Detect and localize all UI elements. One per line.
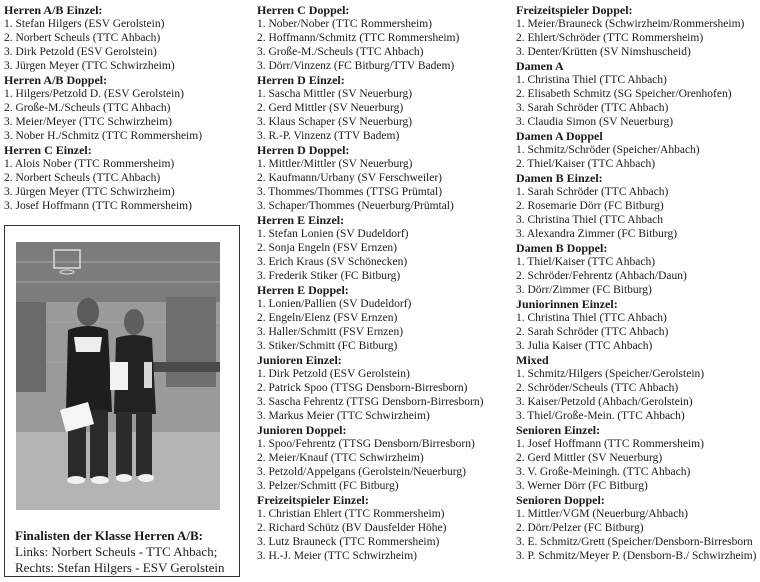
section-heading: Herren D Einzel: bbox=[257, 73, 345, 87]
result-entry: 3. Lutz Brauneck (TTC Rommersheim) bbox=[257, 536, 440, 548]
section-heading: Herren A/B Einzel: bbox=[4, 3, 103, 17]
result-entry: 3. Nober H./Schmitz (TTC Rommersheim) bbox=[4, 130, 203, 142]
section-heading: Junioren Einzel: bbox=[257, 353, 342, 367]
section-heading: Herren C Einzel: bbox=[4, 143, 92, 157]
finalists-photo-illustration bbox=[16, 242, 220, 510]
result-entry: 3. Dörr/Zimmer (FC Bitburg) bbox=[516, 284, 652, 296]
section-heading: Damen B Einzel: bbox=[516, 171, 603, 185]
result-entry: 1. Christian Ehlert (TTC Rommersheim) bbox=[257, 508, 445, 520]
result-entry: 3. Meier/Meyer (TTC Schwirzheim) bbox=[4, 116, 172, 128]
result-entry: 3. Claudia Simon (SV Neuerburg) bbox=[516, 116, 674, 128]
result-entry: 3. Stiker/Schmitt (FC Bitburg) bbox=[257, 340, 398, 352]
result-entry: 1. Christina Thiel (TTC Ahbach) bbox=[516, 74, 667, 86]
result-entry: 3. Dirk Petzold (ESV Gerolstein) bbox=[4, 46, 157, 58]
section-heading: Juniorinnen Einzel: bbox=[516, 297, 618, 311]
section-heading: Freizeitspieler Doppel: bbox=[516, 3, 633, 17]
result-entry: 2. Gerd Mittler (SV Neuerburg) bbox=[257, 102, 404, 114]
result-entry: 2. Hoffmann/Schmitz (TTC Rommersheim) bbox=[257, 32, 460, 44]
section-heading: Herren E Doppel: bbox=[257, 283, 349, 297]
result-entry: 2. Rosemarie Dörr (FC Bitburg) bbox=[516, 200, 664, 212]
result-entry: 1. Schmitz/Schröder (Speicher/Ahbach) bbox=[516, 144, 700, 156]
result-entry: 3. Julia Kaiser (TTC Ahbach) bbox=[516, 340, 653, 352]
result-entry: 1. Alois Nober (TTC Rommersheim) bbox=[4, 158, 175, 170]
result-entry: 3. Alexandra Zimmer (FC Bitburg) bbox=[516, 228, 678, 240]
result-entry: 2. Thiel/Kaiser (TTC Ahbach) bbox=[516, 158, 656, 170]
result-entry: 3. H.-J. Meier (TTC Schwirzheim) bbox=[257, 550, 418, 562]
result-entry: 2. Engeln/Elenz (FSV Ernzen) bbox=[257, 312, 398, 324]
result-entry: 2. Sarah Schröder (TTC Ahbach) bbox=[516, 326, 669, 338]
section-heading: Damen A bbox=[516, 59, 564, 73]
result-entry: 1. Meier/Brauneck (Schwirzheim/Rommersheim) bbox=[516, 18, 745, 30]
result-entry: 1. Thiel/Kaiser (TTC Ahbach) bbox=[516, 256, 656, 268]
result-entry: 3. Petzold/Appelgans (Gerolstein/Neuerburg) bbox=[257, 466, 466, 478]
result-entry: 2. Schröder/Fehrentz (Ahbach/Daun) bbox=[516, 270, 687, 282]
result-entry: 1. Dirk Petzold (ESV Gerolstein) bbox=[257, 368, 410, 380]
finalists-photo bbox=[16, 242, 220, 510]
result-entry: 3. Werner Dörr (FC Bitburg) bbox=[516, 480, 648, 492]
result-entry: 1. Sarah Schröder (TTC Ahbach) bbox=[516, 186, 669, 198]
result-entry: 2. Meier/Knauf (TTC Schwirzheim) bbox=[257, 452, 424, 464]
section-heading: Senioren Doppel: bbox=[516, 493, 605, 507]
section-heading: Herren E Einzel: bbox=[257, 213, 345, 227]
photo-caption bbox=[15, 528, 235, 576]
result-entry: 3. Große-M./Scheuls (TTC Ahbach) bbox=[257, 46, 424, 58]
result-entry: 3. Dörr/Vinzenz (FC Bitburg/TTV Badem) bbox=[257, 60, 455, 72]
result-entry: 3. E. Schmitz/Grett (Speicher/Densborn-Birresborn bbox=[516, 536, 753, 548]
result-entry: 3. Klaus Schaper (SV Neuerburg) bbox=[257, 116, 413, 128]
result-entry: 3. Josef Hoffmann (TTC Rommersheim) bbox=[4, 200, 192, 212]
result-entry: 1. Hilgers/Petzold D. (ESV Gerolstein) bbox=[4, 88, 184, 100]
photo-box bbox=[4, 225, 240, 577]
result-entry: 3. V. Große-Meiningh. (TTC Ahbach) bbox=[516, 466, 691, 478]
result-entry: 2. Norbert Scheuls (TTC Ahbach) bbox=[4, 172, 161, 184]
result-entry: 2. Kaufmann/Urbany (SV Ferschweiler) bbox=[257, 172, 443, 184]
result-entry: 1. Mittler/VGM (Neuerburg/Ahbach) bbox=[516, 508, 688, 520]
section-heading: Mixed bbox=[516, 353, 549, 367]
caption-left: Links: Norbert Scheuls - TTC Ahbach; bbox=[15, 544, 218, 559]
result-entry: 2. Elisabeth Schmitz (SG Speicher/Orenhofen) bbox=[516, 88, 732, 100]
result-entry: 3. Jürgen Meyer (TTC Schwirzheim) bbox=[4, 60, 175, 72]
result-entry: 3. P. Schmitz/Meyer P. (Densborn-B./ Schwirzheim) bbox=[516, 550, 757, 562]
result-entry: 1. Schmitz/Hilgers (Speicher/Gerolstein) bbox=[516, 368, 705, 380]
result-entry: 3. Markus Meier (TTC Schwirzheim) bbox=[257, 410, 430, 422]
result-entry: 3. Frederik Stiker (FC Bitburg) bbox=[257, 270, 401, 282]
section-heading: Herren C Doppel: bbox=[257, 3, 350, 17]
results-column-2 bbox=[257, 3, 502, 563]
result-entry: 1. Nober/Nober (TTC Rommersheim) bbox=[257, 18, 433, 30]
result-entry: 1. Stefan Hilgers (ESV Gerolstein) bbox=[4, 18, 165, 30]
result-entry: 1. Spoo/Fehrentz (TTSG Densborn/Birresborn) bbox=[257, 438, 475, 450]
section-heading: Damen A Doppel bbox=[516, 129, 603, 143]
result-entry: 2. Große-M./Scheuls (TTC Ahbach) bbox=[4, 102, 171, 114]
section-heading: Damen B Doppel: bbox=[516, 241, 608, 255]
results-column-3 bbox=[516, 3, 758, 563]
section-heading: Senioren Einzel: bbox=[516, 423, 601, 437]
results-column-1 bbox=[4, 3, 240, 213]
section-heading: Herren D Doppel: bbox=[257, 143, 350, 157]
result-entry: 1. Lonien/Pallien (SV Dudeldorf) bbox=[257, 298, 412, 310]
result-entry: 3. Christina Thiel (TTC Ahbach bbox=[516, 214, 664, 226]
result-entry: 3. Thiel/Große-Mein. (TTC Ahbach) bbox=[516, 410, 685, 422]
result-entry: 1. Stefan Lonien (SV Dudeldorf) bbox=[257, 228, 409, 240]
result-entry: 2. Dörr/Pelzer (FC Bitburg) bbox=[516, 522, 644, 534]
result-entry: 1. Sascha Mittler (SV Neuerburg) bbox=[257, 88, 413, 100]
result-entry: 2. Ehlert/Schröder (TTC Rommersheim) bbox=[516, 32, 704, 44]
result-entry: 2. Richard Schütz (BV Dausfelder Höhe) bbox=[257, 522, 447, 534]
section-heading: Freizeitspieler Einzel: bbox=[257, 493, 369, 507]
result-entry: 3. Sascha Fehrentz (TTSG Densborn-Birresborn) bbox=[257, 396, 484, 408]
result-entry: 1. Mittler/Mittler (SV Neuerburg) bbox=[257, 158, 413, 170]
result-entry: 3. Thommes/Thommes (TTSG Prümtal) bbox=[257, 186, 443, 198]
caption-title: Finalisten der Klasse Herren A/B: bbox=[15, 528, 204, 543]
result-entry: 3. Kaiser/Petzold (Ahbach/Gerolstein) bbox=[516, 396, 693, 408]
result-entry: 3. Denter/Krütten (SV Nimshuscheid) bbox=[516, 46, 691, 58]
result-entry: 2. Norbert Scheuls (TTC Ahbach) bbox=[4, 32, 161, 44]
section-heading: Junioren Doppel: bbox=[257, 423, 347, 437]
result-entry: 2. Gerd Mittler (SV Neuerburg) bbox=[516, 452, 663, 464]
result-entry: 1. Christina Thiel (TTC Ahbach) bbox=[516, 312, 667, 324]
result-entry: 1. Josef Hoffmann (TTC Rommersheim) bbox=[516, 438, 704, 450]
result-entry: 2. Patrick Spoo (TTSG Densborn-Birresborn) bbox=[257, 382, 468, 394]
result-entry: 3. Erich Kraus (SV Schönecken) bbox=[257, 256, 408, 268]
result-entry: 3. Sarah Schröder (TTC Ahbach) bbox=[516, 102, 669, 114]
result-entry: 2. Schröder/Scheuls (TTC Ahbach) bbox=[516, 382, 679, 394]
result-entry: 3. R.-P. Vinzenz (TTV Badem) bbox=[257, 130, 400, 142]
caption-right: Rechts: Stefan Hilgers - ESV Gerolstein bbox=[15, 560, 225, 575]
result-entry: 3. Pelzer/Schmitt (FC Bitburg) bbox=[257, 480, 399, 492]
section-heading: Herren A/B Doppel: bbox=[4, 73, 108, 87]
result-entry: 2. Sonja Engeln (FSV Ernzen) bbox=[257, 242, 398, 254]
result-entry: 3. Jürgen Meyer (TTC Schwirzheim) bbox=[4, 186, 175, 198]
result-entry: 3. Schaper/Thommes (Neuerburg/Prümtal) bbox=[257, 200, 454, 212]
result-entry: 3. Haller/Schmitt (FSV Ernzen) bbox=[257, 326, 404, 338]
